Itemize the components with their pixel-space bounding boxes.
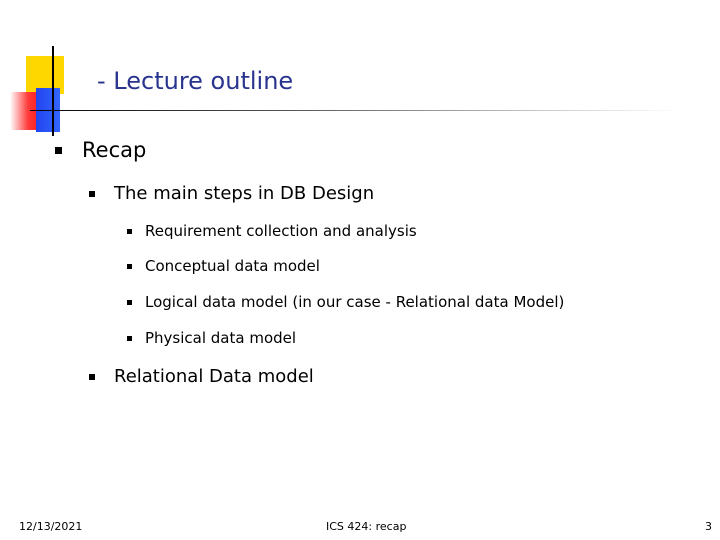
- bullet-text: Requirement collection and analysis: [145, 222, 417, 240]
- bullet-item-relational-data-model: [89, 366, 314, 387]
- bullet-item-requirements: [127, 222, 417, 240]
- logo-vertical-line: [52, 46, 54, 136]
- footer-date: 12/13/2021: [19, 520, 83, 533]
- bullet-text: Physical data model: [145, 329, 297, 347]
- bullet-item-logical: [127, 293, 564, 311]
- bullet-text: Conceptual data model: [145, 257, 320, 275]
- bullet-item-physical: [127, 329, 296, 347]
- square-bullet-icon: [127, 264, 132, 269]
- square-bullet-icon: [127, 300, 132, 305]
- footer-course: ICS 424: recap: [326, 520, 407, 533]
- square-bullet-icon: [89, 191, 95, 197]
- slide-title: - Lecture outline: [97, 67, 294, 95]
- bullet-text: Logical data model (in our case - Relational data Model): [145, 293, 565, 311]
- square-bullet-icon: [127, 336, 132, 341]
- bullet-text: Relational Data model: [114, 366, 314, 387]
- square-bullet-icon: [55, 147, 62, 154]
- square-bullet-icon: [89, 374, 95, 380]
- title-underline: [30, 110, 680, 111]
- bullet-item-recap: [55, 138, 146, 162]
- bullet-text: The main steps in DB Design: [114, 183, 375, 204]
- bullet-item-conceptual: [127, 257, 320, 275]
- bullet-item-main-steps: [89, 183, 374, 204]
- footer-page-number: 3: [705, 520, 712, 533]
- square-bullet-icon: [127, 229, 132, 234]
- bullet-text: Recap: [82, 138, 147, 162]
